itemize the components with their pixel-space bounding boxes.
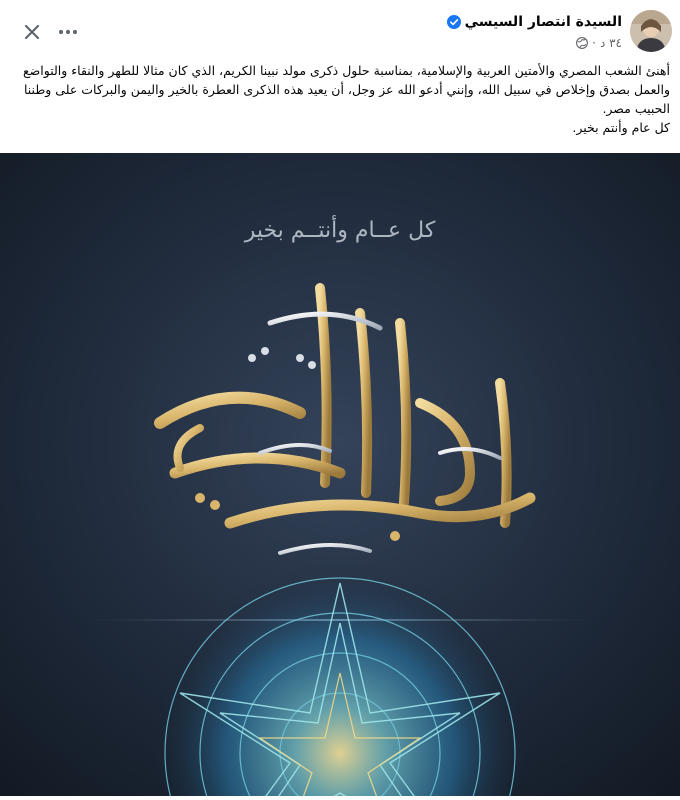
close-icon — [23, 23, 41, 41]
globe-icon — [576, 37, 588, 49]
post-paragraph: أهنئ الشعب المصري والأمتين العربية والإسلامية، بمناسبة حلول ذكرى مولد نبينا الكريم، الذي كان مثالا للطهر والنقاء والتواضع والعمل بصدق وإخلاص في سبيل الله، وإنني أدعو الله عز وجل، أن يعيد هذه الذكرى العطرة بالخير واليمن والبركات على وطننا الحبيب مصر. — [23, 63, 670, 116]
meta-separator: · — [592, 36, 596, 50]
post-text — [12, 61, 670, 137]
post-meta — [576, 36, 622, 50]
close-button[interactable] — [18, 18, 46, 46]
more-options-button[interactable] — [54, 18, 82, 46]
mawlid-artwork — [0, 153, 680, 796]
avatar[interactable] — [630, 10, 672, 52]
verified-badge-icon — [447, 15, 461, 29]
author-name[interactable]: السيدة انتصار السيسي — [464, 14, 622, 30]
calligraphy-text: المولد النبوي الشريف — [335, 453, 345, 454]
post-image[interactable] — [0, 153, 680, 796]
greeting-text: كل عــام وأنتــم بخير — [244, 218, 436, 243]
post-header — [0, 0, 680, 58]
more-horizontal-icon — [58, 29, 78, 35]
author-line — [447, 14, 622, 30]
post-timestamp[interactable]: ٣٤ د — [599, 36, 622, 50]
post-closing: كل عام وأنتم بخير. — [572, 120, 670, 135]
